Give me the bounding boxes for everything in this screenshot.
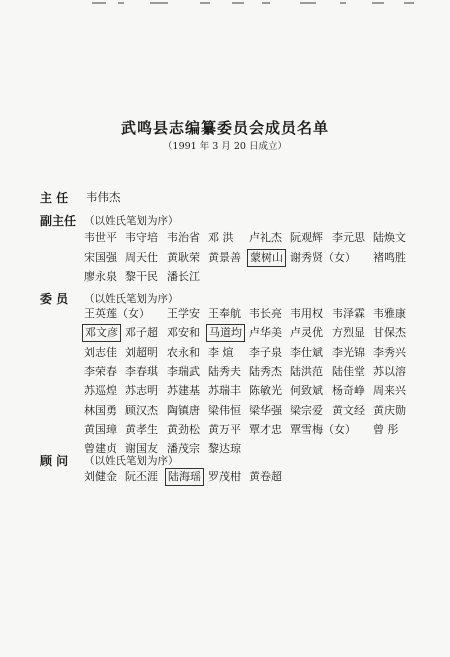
member-name: 陶镇唐: [167, 403, 200, 417]
member-name: 潘茂宗: [167, 442, 200, 456]
member-name: 潘长江: [167, 270, 200, 283]
member-name: 阮丕涯: [125, 470, 158, 483]
member-name: 褚鸣胜: [373, 250, 406, 264]
member-name: 曾建贞: [84, 442, 117, 456]
page-title: 武鸣县志编纂委员会成员名单: [120, 119, 329, 137]
member-name: 李秀兴: [373, 345, 406, 359]
member-name: 韦长亮: [249, 307, 282, 320]
member-name: 李光锦: [332, 345, 365, 359]
member-name: 苏瑞丰: [208, 384, 241, 398]
member-name: 李春琪: [125, 364, 158, 378]
zhuren-name: 韦伟杰: [86, 190, 121, 204]
label-fuzhuren: 副主任: [40, 214, 77, 228]
member-name: 王英莲（女）: [84, 307, 150, 320]
member-name: 黄耿荣: [167, 250, 200, 264]
member-name: 杨奇峥: [332, 384, 365, 398]
member-name: 廖永泉: [84, 270, 117, 283]
label-weiyuan: 委 员: [40, 292, 69, 306]
member-name: 黎达琼: [208, 442, 241, 456]
member-name: 覃才忠: [249, 422, 282, 436]
member-name: 李元思: [332, 231, 365, 244]
member-name: 邓安和: [167, 326, 200, 340]
member-name: 王学安: [167, 307, 200, 320]
member-name: 韦守培: [125, 231, 158, 244]
scan-edge-marks: [0, 0, 450, 10]
member-name: 梁宗爱: [290, 403, 323, 417]
guwen-note: （以姓氏笔划为序）: [84, 455, 179, 467]
weiyuan-note: （以姓氏笔划为序）: [84, 293, 179, 305]
member-name: 刘超明: [125, 345, 158, 359]
member-name: 黄万平: [208, 422, 241, 436]
member-name: 周来兴: [373, 384, 406, 398]
member-name: 甘保杰: [373, 326, 406, 340]
member-name: 陆佳堂: [332, 364, 365, 378]
member-name: 李子泉: [249, 345, 282, 359]
member-name: 邓子超: [125, 326, 158, 340]
member-name: 卢华美: [249, 326, 282, 340]
member-name: 谢国友: [125, 442, 158, 456]
member-name: 卢礼杰: [249, 231, 282, 244]
member-name: 陈敏光: [249, 384, 282, 398]
member-name: 韦世平: [84, 231, 117, 244]
member-name: 卢灵优: [290, 326, 323, 340]
label-guwen: 顾 问: [40, 454, 69, 468]
member-name: 周天仕: [125, 250, 158, 264]
member-name: 林国勇: [84, 403, 117, 417]
member-name: 苏建基: [167, 384, 200, 398]
member-name: 梁伟恒: [208, 403, 241, 417]
member-name: 曾 彤: [373, 422, 399, 436]
member-name: 马道均: [209, 326, 242, 340]
member-name: 苏以溶: [373, 364, 406, 378]
member-name: 蒙树山: [250, 250, 283, 264]
member-name: 农永和: [167, 345, 200, 359]
member-name: 苏巡煌: [84, 384, 117, 398]
member-name: 方烈显: [332, 326, 365, 340]
member-name: 陆焕文: [373, 231, 406, 244]
member-name: 罗茂柑: [208, 470, 241, 483]
member-name: 梁华强: [249, 403, 282, 417]
member-name: 陆海瑶: [168, 470, 201, 483]
member-name: 何致斌: [290, 384, 323, 398]
page-subtitle: （1991 年 3 月 20 日成立）: [163, 141, 287, 152]
member-name: 刘健金: [84, 470, 117, 483]
member-name: 韦治省: [167, 231, 200, 244]
member-name: 黄孝生: [125, 422, 158, 436]
member-name: 黎干民: [125, 270, 158, 283]
member-name: 黄卷超: [249, 470, 282, 483]
member-name: 邓文彦: [85, 326, 118, 340]
member-name: 邓 洪: [208, 231, 234, 244]
member-name: 韦用权: [290, 307, 323, 320]
member-name: 李 煊: [208, 345, 234, 359]
member-name: 陆洪范: [290, 364, 323, 378]
member-name: 李瑞武: [167, 364, 200, 378]
member-name: 刘志佳: [84, 345, 117, 359]
member-name: 黄劲松: [167, 422, 200, 436]
member-name: 顾汉杰: [125, 403, 158, 417]
member-name: 韦雅康: [373, 307, 406, 320]
member-name: 黄国璋: [84, 422, 117, 436]
member-name: 韦泽霖: [332, 307, 365, 320]
member-name: 李仕斌: [290, 345, 323, 359]
member-name: 覃雪梅（女）: [290, 422, 356, 436]
label-zhuren: 主 任: [40, 191, 69, 205]
member-name: 黄景善: [208, 250, 241, 264]
member-name: 李荣春: [84, 364, 117, 378]
member-name: 谢秀贤（女）: [290, 250, 356, 264]
member-name: 黄文经: [332, 403, 365, 417]
member-name: 陆秀夫: [208, 364, 241, 378]
member-name: 黄庆勋: [373, 403, 406, 417]
member-name: 阮观辉: [290, 231, 323, 244]
member-name: 陆秀杰: [249, 364, 282, 378]
member-name: 苏志明: [125, 384, 158, 398]
member-name: 宋国强: [84, 250, 117, 264]
fuzhuren-note: （以姓氏笔划为序）: [84, 215, 179, 227]
member-name: 王奉航: [208, 307, 241, 320]
